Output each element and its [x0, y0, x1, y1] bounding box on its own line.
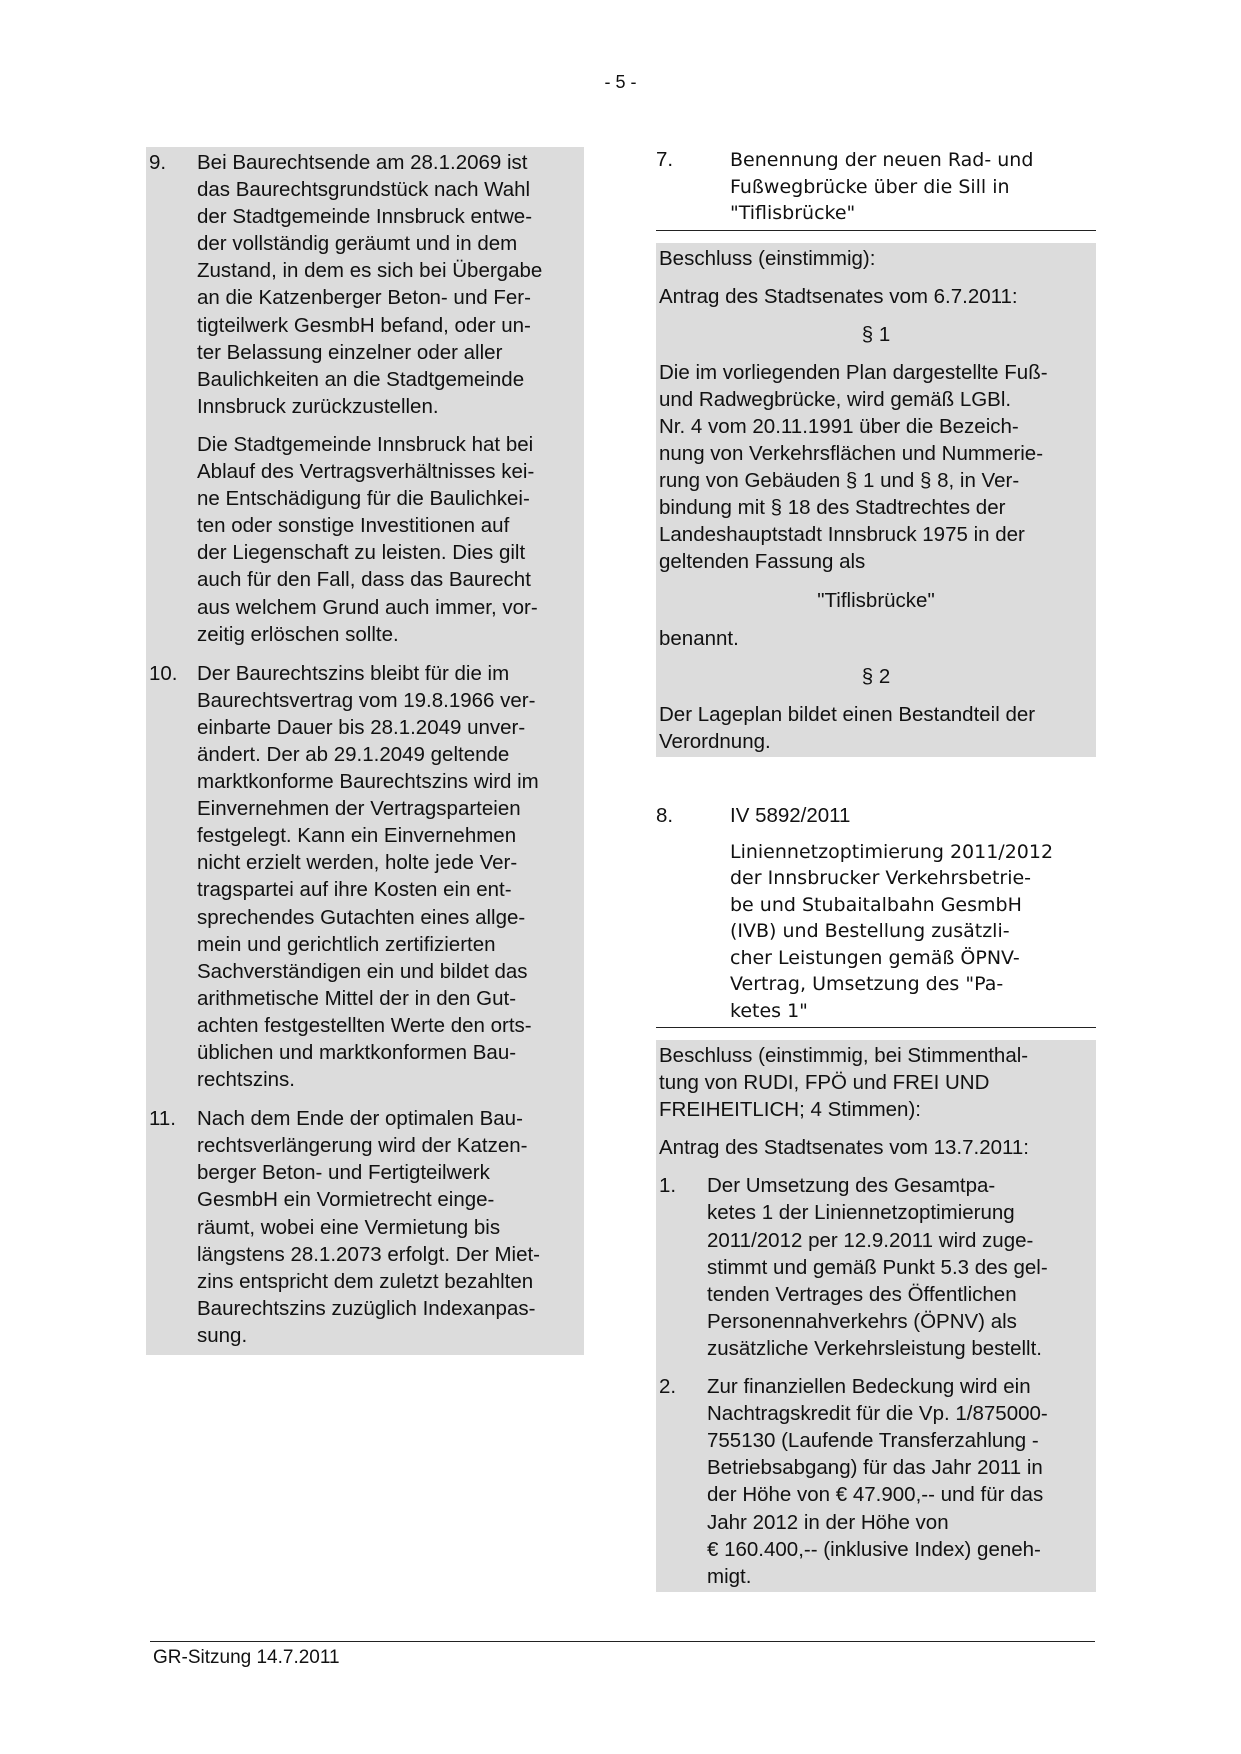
item-body [197, 149, 584, 648]
item-body [197, 1105, 584, 1349]
paragraph: Bei Baurechtsende am 28.1.2069 ist das Baurechtsgrundstück nach Wahl der Stadtgemeinde Innsbruck entwe- der vollständig geräumt und in dem Zustand, in dem es sich bei Übergabe an die Katzenberger Beton- und Fer- tigteilwerk GesmbH befand, oder un- ter Belassung einzelner oder aller Baulichkeiten an die Stadtgemeinde Innsbruck zurückzustellen. [197, 151, 543, 418]
list-item-9 [146, 149, 584, 648]
point-number: 1. [659, 1174, 677, 1198]
item-number: 11. [149, 1107, 176, 1131]
paragraph-sign-1: § 1 [861, 322, 891, 346]
benannt-line: benannt. [659, 626, 739, 650]
resolution-point-1 [659, 1172, 1093, 1362]
page-number: - 5 - [604, 72, 637, 92]
footer-divider [150, 1641, 1095, 1642]
section-number: 7. [656, 148, 674, 171]
item-body [197, 660, 584, 1094]
paragraph-sign-2: § 2 [861, 664, 891, 688]
antrag-line: Antrag des Stadtsenates vom 6.7.2011: [659, 284, 1018, 308]
paragraph: Nach dem Ende der optimalen Bau- rechtsverlängerung wird der Katzen- berger Beton- und Fertigteilwerk GesmbH ein Vormietrecht einge- räumt, wobei eine Vermietung bis längstens 28.1.2073 erfolgt. Der Miet- zins entspricht dem zuletzt bezahlten Baurechtszins zuzüglich Indexanpas- sung. [197, 1107, 540, 1347]
bridge-name: "Tiflisbrücke" [817, 588, 935, 612]
point-text: Der Umsetzung des Gesamtpa- ketes 1 der Liniennetzoptimierung 2011/2012 per 12.9.2011 wird zuge- stimmt und gemäß Punkt 5.3 des gel- tenden Vertrages des Öffentlichen Personennahverkehrs (ÖPNV) als zusätzliche Verkehrsleistung bestellt. [707, 1174, 1048, 1360]
section-title: Liniennetzoptimierung 2011/2012 der Innsbrucker Verkehrsbetrie- be und Stubaitalbahn GesmbH (IVB) und Bestellung zusätzli- cher Leistungen gemäß ÖPNV- Vertrag, Umsetzung des "Pa- ketes 1" [730, 840, 1054, 1022]
right-column [656, 147, 1096, 1592]
section-7-resolution [656, 243, 1096, 758]
list-item-11 [146, 1105, 584, 1349]
footer-session-label: GR-Sitzung 14.7.2011 [153, 1647, 340, 1668]
paragraph-1-text: Die im vorliegenden Plan dargestellte Fuß- und Radwegbrücke, wird gemäß LGBl. Nr. 4 vom 20.11.1991 über die Bezeich- nung von Verkehrsflächen und Nummerie- rung von Gebäuden § 1 und § 8, in Ver- bindung mit § 18 des Stadtrechtes der Landeshauptstadt Innsbruck 1975 in der geltenden Fassung als [659, 360, 1048, 574]
resolution-point-2 [659, 1373, 1093, 1590]
section-number: 8. [656, 804, 674, 827]
list-item-10 [146, 660, 584, 1094]
point-number: 2. [659, 1375, 677, 1399]
section-8-resolution [656, 1040, 1096, 1592]
beschluss-line: Beschluss (einstimmig, bei Stimmenthal- tung von RUDI, FPÖ und FREI UND FREIHEITLICH; 4 Stimmen): [659, 1044, 1029, 1122]
section-title: Benennung der neuen Rad- und Fußwegbrücke über die Sill in "Tiflisbrücke" [730, 149, 1034, 224]
left-column-shaded-block [146, 147, 584, 1355]
heading-divider [656, 230, 1096, 231]
beschluss-line: Beschluss (einstimmig): [659, 246, 876, 270]
heading-divider [656, 1027, 1096, 1028]
section-7-heading [656, 147, 1096, 227]
paragraph: Die Stadtgemeinde Innsbruck hat bei Ablauf des Vertragsverhältnisses kei- ne Entschädigung für die Baulichkei- ten oder sonstige Investitionen auf der Liegenschaft zu leisten. Dies gilt auch für den Fall, dass das Baurecht aus welchem Grund auch immer, vor- zeitig erlöschen sollte. [197, 432, 538, 646]
antrag-line: Antrag des Stadtsenates vom 13.7.2011: [659, 1136, 1030, 1160]
item-number: 10. [149, 661, 178, 685]
section-8-heading [656, 803, 1096, 1024]
point-text: Zur finanziellen Bedeckung wird ein Nachtragskredit für die Vp. 1/875000- 755130 (Laufende Transferzahlung - Betriebsabgang) für das Jahr 2011 in der Höhe von € 47.900,-- und für das Jahr 2012 in der Höhe von € 160.400,-- (inklusive Index) geneh- migt. [707, 1375, 1048, 1588]
item-number: 9. [149, 151, 167, 174]
section-reference: IV 5892/2011 [730, 804, 851, 827]
paragraph: Der Baurechtszins bleibt für die im Baurechtsvertrag vom 19.8.1966 ver- einbarte Dauer bis 28.1.2049 unver- ändert. Der ab 29.1.2049 geltende marktkonforme Baurechtszins wird im Einvernehmen der Vertragsparteien festgelegt. Kann ein Einvernehmen nicht erzielt werden, holte jede Ver- tragspartei auf ihre Kosten ein ent- sprechendes Gutachten eines allge- mein und gerichtlich zertifizierten Sachverständigen ein und bildet das arithmetische Mittel der in den Gut- achten festgestellten Werte den orts- üblichen und marktkonformen Bau- rechtszins. [197, 661, 539, 1092]
paragraph-2-text: Der Lageplan bildet einen Bestandteil der Verordnung. [659, 702, 1036, 753]
